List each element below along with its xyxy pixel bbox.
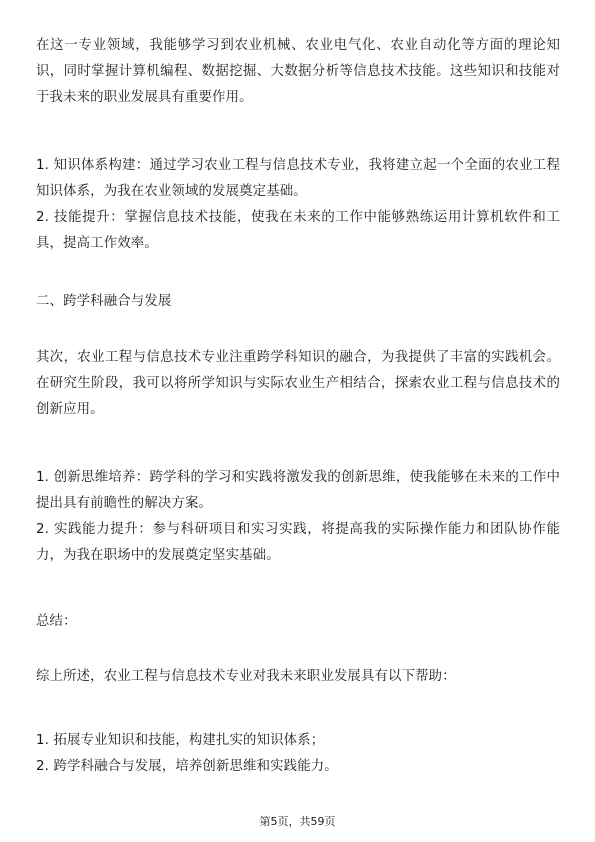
- summary-paragraph: 综上所述，农业工程与信息技术专业对我未来职业发展具有以下帮助：: [36, 669, 456, 684]
- summary-list-item-1: 1. 拓展专业知识和技能，构建扎实的知识体系；: [36, 733, 325, 748]
- interdisciplinary-paragraph: 其次，农业工程与信息技术专业注重跨学科知识的融合，为我提供了丰富的实践机会。在研究生阶段，我可以将所学知识与实际农业生产相结合，探索农业工程与信息技术的创新应用。: [36, 350, 560, 417]
- list-item-practical-ability: 2. 实践能力提升：参与科研项目和实习实践，将提高我的实际操作能力和团队协作能力，为我在职场中的发展奠定坚实基础。: [36, 522, 560, 563]
- summary-heading: 总结：: [36, 614, 77, 629]
- list-item-innovation-thinking: 1. 创新思维培养：跨学科的学习和实践将激发我的创新思维，使我能够在未来的工作中提出具有前瞻性的解决方案。: [36, 470, 560, 511]
- list-item-knowledge-system: 1. 知识体系构建：通过学习农业工程与信息技术专业，我将建立起一个全面的农业工程知识体系，为我在农业领域的发展奠定基础。: [36, 158, 560, 199]
- list-item-skill-improvement: 2. 技能提升：掌握信息技术技能，使我在未来的工作中能够熟练运用计算机软件和工具，提高工作效率。: [36, 210, 560, 251]
- summary-list-item-2: 2. 跨学科融合与发展，培养创新思维和实践能力。: [36, 759, 338, 774]
- intro-paragraph: 在这一专业领域，我能够学习到农业机械、农业电气化、农业自动化等方面的理论知识，同时掌握计算机编程、数据挖掘、大数据分析等信息技术技能。这些知识和技能对于我未来的职业发展具有重要作用。: [36, 38, 560, 105]
- section-heading-interdisciplinary: 二、跨学科融合与发展: [36, 294, 172, 309]
- page-number-footer: 第5页，共59页: [259, 815, 336, 828]
